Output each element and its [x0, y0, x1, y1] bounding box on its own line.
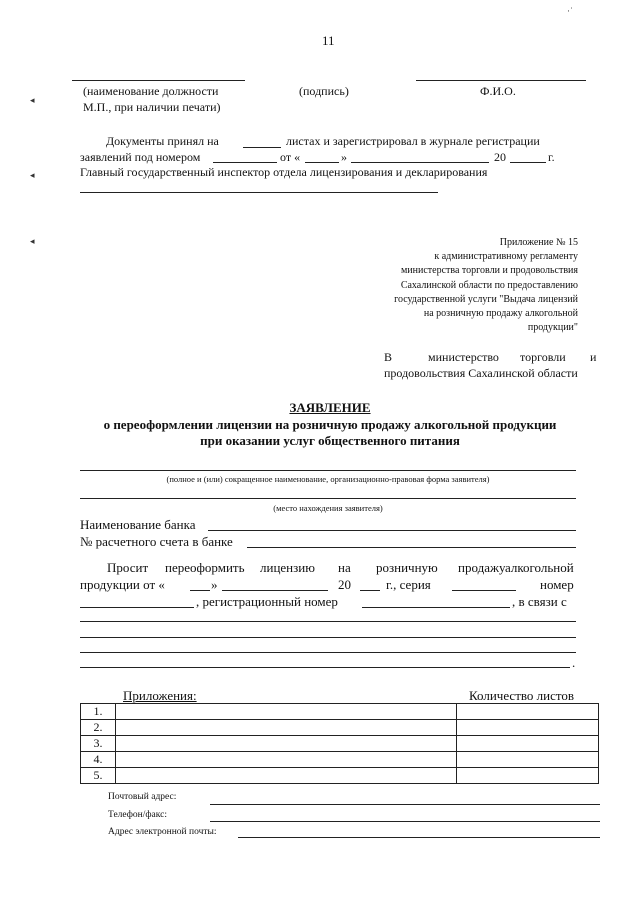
fio-label: Ф.И.О.: [480, 84, 516, 98]
signature-label: (подпись): [299, 84, 349, 98]
table-row: [81, 704, 599, 720]
account-number-line[interactable]: [247, 547, 576, 548]
hole-punch-mark: ◂: [30, 170, 35, 180]
attachment-name-cell[interactable]: [116, 768, 457, 784]
position-line: [72, 80, 245, 81]
row-number: 2.: [81, 720, 116, 736]
hole-punch-mark: ◂: [30, 95, 35, 105]
day-line[interactable]: [190, 590, 210, 591]
month-line[interactable]: [222, 590, 328, 591]
registration-number-line[interactable]: [362, 607, 510, 608]
document-subtitle-2: при оказании услуг общественного питания: [200, 433, 460, 448]
attachments-header: Приложения:: [123, 688, 197, 703]
reason-line-1[interactable]: [80, 621, 576, 622]
postal-address-label: Почтовый адрес:: [108, 792, 177, 802]
hole-punch-mark: ◂: [30, 236, 35, 246]
page-number: 11: [322, 33, 335, 48]
sheet-count-cell[interactable]: [457, 768, 599, 784]
row-number: 5.: [81, 768, 116, 784]
license-number-line[interactable]: [80, 607, 194, 608]
row-number: 1.: [81, 704, 116, 720]
postal-address-line[interactable]: [210, 804, 600, 805]
document-subtitle-1: о переоформлении лицензии на розничную продажу алкогольной продукции: [103, 417, 557, 432]
applicant-location-line[interactable]: [80, 498, 576, 499]
appendix-block: Приложение № 15 к административному регламенту министерства торговли и продовольствия Сахалинской области по предоставлению государственной услуги "Выдача лицензий на розничную продажу алкогольной продукции": [394, 237, 578, 334]
applicant-name-caption: (полное и (или) сокращенное наименование, организационно-правовая форма заявителя): [166, 474, 490, 484]
attachment-name-cell[interactable]: [116, 720, 457, 736]
reason-line-2[interactable]: [80, 637, 576, 638]
bank-label: Наименование банка: [80, 517, 196, 532]
sheet-count-cell[interactable]: [457, 752, 599, 768]
sheet-count-header: Количество листов: [469, 688, 575, 703]
email-line[interactable]: [238, 837, 600, 838]
table-row: [81, 720, 599, 736]
row-number: 4.: [81, 752, 116, 768]
reason-end-dot: .: [572, 655, 576, 670]
reason-line-4[interactable]: [80, 667, 570, 668]
attachment-name-cell[interactable]: [116, 752, 457, 768]
fio-line: [416, 80, 586, 81]
reason-line-3[interactable]: [80, 652, 576, 653]
phone-label: Телефон/факс:: [108, 810, 167, 820]
year-line[interactable]: [360, 590, 380, 591]
document-title: ЗАЯВЛЕНИЕ: [289, 400, 371, 415]
series-line[interactable]: [452, 590, 516, 591]
applicant-name-line[interactable]: [80, 470, 576, 471]
bank-name-line[interactable]: [208, 530, 576, 531]
table-row: [81, 768, 599, 784]
sheet-count-cell[interactable]: [457, 720, 599, 736]
phone-line[interactable]: [210, 821, 600, 822]
table-row: [81, 752, 599, 768]
position-label: (наименование должности: [83, 84, 219, 98]
scan-speck: ·˙: [567, 6, 573, 16]
inspector-line: Главный государственный инспектор отдела лицензирования и декларирования: [80, 165, 488, 179]
stamp-label: М.П., при наличии печати): [83, 100, 221, 114]
inspector-signature-line: [80, 192, 438, 193]
account-label: № расчетного счета в банке: [80, 534, 233, 549]
sheet-count-cell[interactable]: [457, 704, 599, 720]
table-row: [81, 736, 599, 752]
attachment-name-cell[interactable]: [116, 704, 457, 720]
email-label: Адрес электронной почты:: [108, 827, 217, 837]
applicant-location-caption: (место нахождения заявителя): [273, 503, 383, 513]
row-number: 3.: [81, 736, 116, 752]
attachment-name-cell[interactable]: [116, 736, 457, 752]
attachments-table: [80, 703, 599, 784]
sheet-count-cell[interactable]: [457, 736, 599, 752]
